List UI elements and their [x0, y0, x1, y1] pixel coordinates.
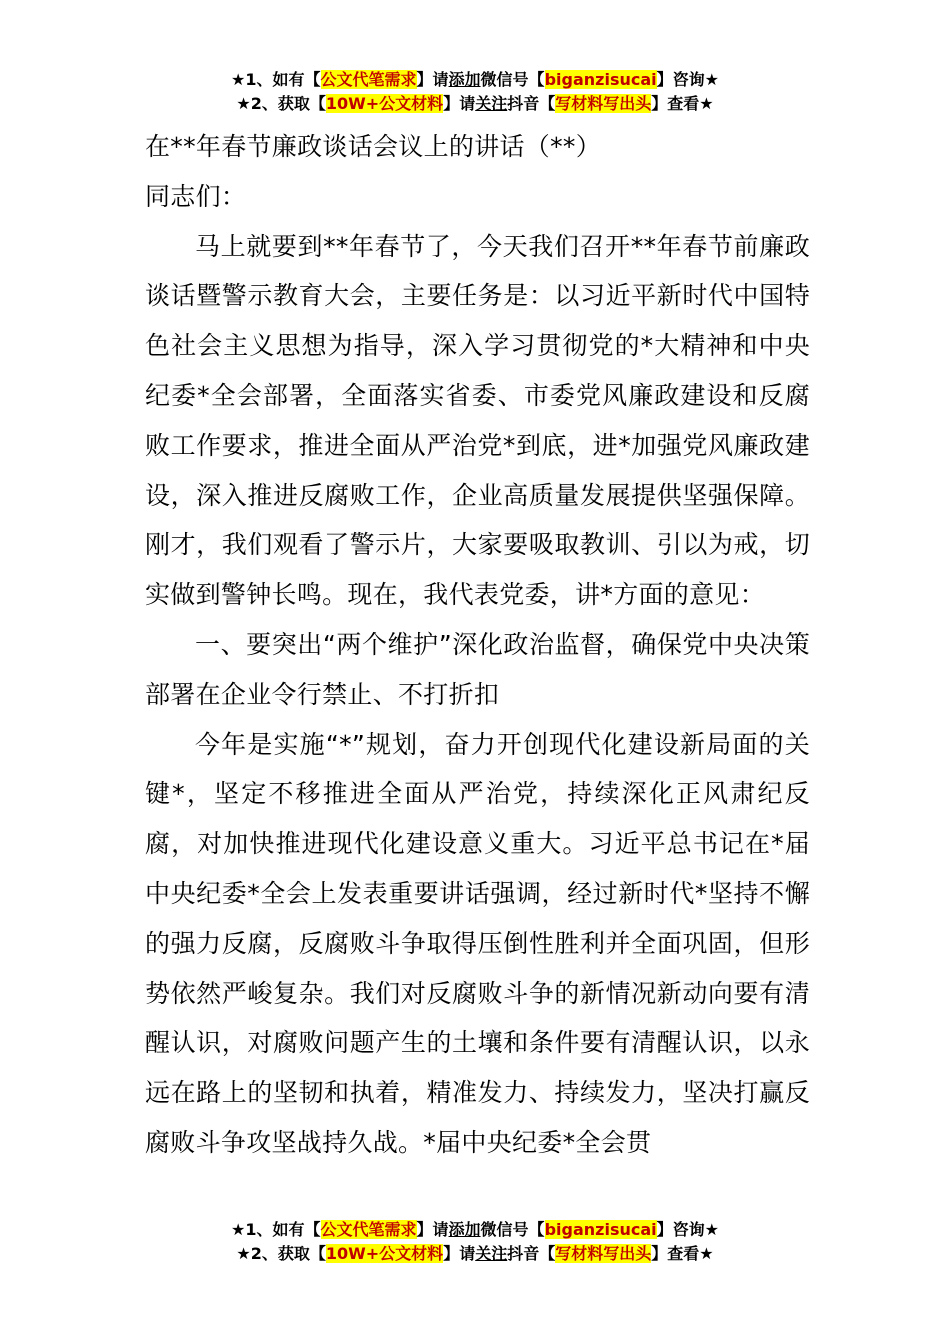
promo-text: 】请 — [416, 1220, 449, 1239]
promo-text: ★1、如有【 — [231, 1220, 321, 1239]
promo-underlined: 关注 — [475, 94, 508, 113]
promo-text: 】咨询★ — [656, 70, 719, 89]
promo-text: 微信号【 — [480, 70, 545, 89]
document-title: 在**年春节廉政谈话会议上的讲话（**） — [145, 132, 602, 161]
promo-text: 抖音【 — [507, 94, 556, 113]
promo-highlight: 公文代笔需求 — [320, 1220, 417, 1239]
paragraph-section-1: 今年是实施“*”规划，奋力开创现代化建设新局面的关键*，坚定不移推进全面从严治党，持续深化正风肃纪反腐，对加快推进现代化建设意义重大。习近平总书记在*届中央纪委*全会上发表重要讲话强调，经过新时代*坚持不懈的强力反腐，反腐败斗争取得压倒性胜利并全面巩固，但形势依然严峻复杂。我们对反腐败斗争的新情况新动向要有清醒认识，对腐败问题产生的土壤和条件要有清醒认识，以永远在路上的坚韧和执着，精准发力、持续发力，坚决打赢反腐败斗争攻坚战持久战。*届中央纪委*全会贯 — [145, 729, 810, 1157]
promo-highlight: 10W+公文材料 — [325, 94, 444, 113]
promo-text: 抖音【 — [507, 1244, 556, 1263]
paragraph-intro: 马上就要到**年春节了，今天我们召开**年春节前廉政谈话暨警示教育大会，主要任务是：以习近平新时代中国特色社会主义思想为指导，深入学习贯彻党的*大精神和中央纪委*全会部署，全面落实省委、市委党风廉政建设和反腐败工作要求，推进全面从严治党*到底，进*加强党风廉政建设，深入推进反腐败工作，企业高质量发展提供坚强保障。刚才，我们观看了警示片，大家要吸取教训、引以为戒，切实做到警钟长鸣。现在，我代表党委，讲*方面的意见： — [145, 231, 810, 610]
promo-text: 】请 — [443, 1244, 476, 1263]
promo-text: 】请 — [416, 70, 449, 89]
section-heading-1: 一、要突出“两个维护”深化政治监督，确保党中央决策部署在企业令行禁止、不打折扣 — [145, 629, 810, 709]
promo-text: ★2、获取【 — [236, 1244, 326, 1263]
promo-highlight: 写材料写出头 — [555, 94, 652, 113]
promo-underlined: 添加 — [448, 1220, 481, 1239]
promo-text: 】咨询★ — [656, 1220, 719, 1239]
promo-underlined: 添加 — [448, 70, 481, 89]
document-body — [145, 122, 810, 1168]
promo-highlight: biganzisucai — [544, 1220, 657, 1239]
promo-text: 】查看★ — [651, 94, 714, 113]
promo-text: 】查看★ — [651, 1244, 714, 1263]
promo-text: 】请 — [443, 94, 476, 113]
promo-line-2 — [0, 1242, 950, 1266]
promo-highlight: 10W+公文材料 — [325, 1244, 444, 1263]
promo-highlight: 写材料写出头 — [555, 1244, 652, 1263]
promo-text: ★2、获取【 — [236, 94, 326, 113]
promo-text: 微信号【 — [480, 1220, 545, 1239]
bottom-promo-banner — [0, 1218, 950, 1266]
promo-text: ★1、如有【 — [231, 70, 321, 89]
promo-underlined: 关注 — [475, 1244, 508, 1263]
promo-line-1 — [0, 1218, 950, 1242]
salutation: 同志们： — [145, 181, 247, 211]
promo-highlight: 公文代笔需求 — [320, 70, 417, 89]
promo-highlight: biganzisucai — [544, 70, 657, 89]
